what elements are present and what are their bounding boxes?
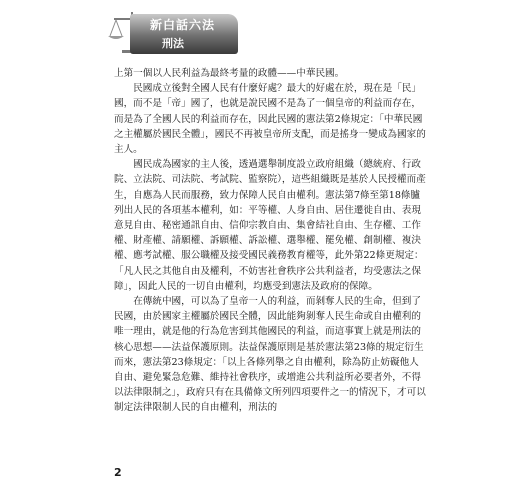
page-number: 2 <box>114 466 122 479</box>
paragraph: 民國成立後對全國人民有什麼好處？最大的好處在於，現在是「民」國，而不是「帝」國了，也就是說民國不是為了一個皇帝的利益而存在，而是為了全國人民的利益而存在，因此民國的憲法第2條規定：「中華民國之主權屬於國民全體」，國民不再被皇帝所支配，而是搖身一變成為國家的主人。 <box>114 83 426 156</box>
book-title: 新白話六法 <box>150 18 216 32</box>
body-text <box>114 66 426 416</box>
paragraph: 在傳統中國，可以為了皇帝一人的利益，而剝奪人民的生命，但到了民國，由於國家主權屬於國民全體，因此能夠剝奪人民生命或自由權利的唯一理由，就是他的行為危害到其他國民的利益，而這事實上就是刑法的核心思想——法益保護原則。法益保護原則是基於憲法第23條的規定衍生而來，憲法第23條規定：「以上各條列舉之自由權利，除為防止妨礙他人自由、避免緊急危難、維持社會秩序，或增進公共利益所必要者外，不得以法律限制之」，政府只有在具備條文所列四項要件之一的情況下，才可以制定法律限制人民的自由權利，刑法的 <box>114 296 426 414</box>
section-title: 刑法 <box>162 37 184 50</box>
paragraph: 國民成為國家的主人後，透過選舉制度設立政府組織（總統府、行政院、立法院、司法院、考試院、監察院），這些組織既是基於人民授權而產生，自應為人民而服務，致力保障人民自由權利。憲法第7條至第18條臚列出人民的各項基本權利，如：平等權、人身自由、居住遷徙自由、表現意見自由、秘密通訊自由、信仰宗教自由、集會結社自由、生存權、工作權、財產權、請願權、訴願權、訴訟權、選舉權、罷免權、創制權、複決權、應考試權、服公職權及接受國民義務教育權等，此外第22條更規定：「凡人民之其他自由及權利，不妨害社會秩序公共利益者，均受憲法之保障」，因此人民的一切自由權利，均應受到憲法及政府的保障。 <box>114 159 426 292</box>
running-header <box>104 8 244 60</box>
paragraph: 上第一個以人民利益為最終考量的政體——中華民國。 <box>114 68 345 79</box>
